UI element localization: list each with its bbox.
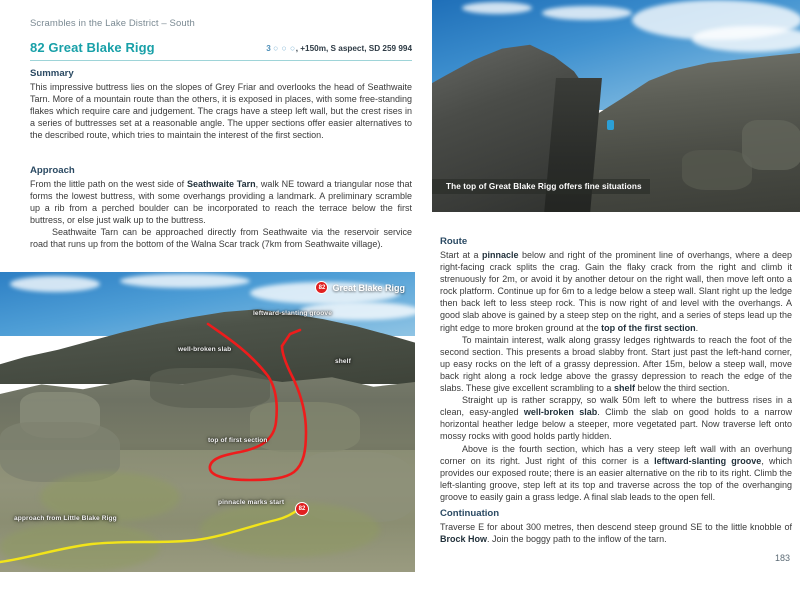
section-summary	[30, 68, 412, 141]
topo-title-block	[315, 281, 405, 294]
route-grade: 3	[266, 44, 271, 53]
route-p3-a: Straight up is rather scrappy, so walk 50m left to where the buttress rises in a clean, easy-angled	[440, 395, 792, 418]
route-p1-c: below and right of the prominent line of overhangs, where a deep right-facing crack splits the crag. Gain the flaky crack from the right and climb it strenuously for 2m, or avoid it by another detour on the right wall, then move left onto a rock platform. Continue up for 6m to a ledge below a steep wall. Slant right up the ledge then back left to less steep rock. This is now right of and level with the overhangs. A good slab above is gained by a steep step on the right, and a series of steps lead up the right edge to more broken ground at the	[440, 250, 792, 333]
place-seathwaite-tarn: Seathwaite Tarn	[186, 179, 256, 189]
section-approach	[30, 165, 412, 251]
section-route	[440, 236, 792, 503]
route-paragraph-3	[440, 394, 792, 442]
section-continuation	[440, 508, 792, 545]
title-divider	[30, 60, 412, 61]
section-heading-continuation: Continuation	[440, 508, 500, 519]
route-p1-e: .	[695, 322, 699, 333]
route-meta	[266, 43, 412, 53]
topo-label-shelf: shelf	[335, 358, 351, 365]
feature-pinnacle: pinnacle	[481, 250, 519, 260]
route-p4-c: , which provides our exposed route; there is an easier alternative on the rib to its right. Climb the left-slanting groove, step left at its top and traverse across the top of the overhanging groove to easily gain a grass ledge. A final slab leads to the open fell.	[440, 455, 793, 502]
running-head: Scrambles in the Lake District – South	[30, 18, 195, 29]
approach-text-a: From the little path on the west side of	[30, 179, 187, 189]
place-brock-how: Brock How	[440, 534, 488, 545]
topo-route-overlay	[0, 272, 415, 572]
topo-photo	[0, 272, 415, 572]
summary-paragraph: This impressive buttress lies on the slopes of Grey Friar and overlooks the head of Seathwaite Tarn. More of a mountain route than the others, it is exposed in places, with some free-standing flakes which require care and judgement. The crags have a steep left wall, but the crest rises in a series of buttresses set at a reasonable angle. The upper sections offer easier alternatives to the described route, which tries to maintain the interest of the first section.	[30, 82, 412, 141]
route-paragraph-1	[440, 249, 792, 334]
cont-a: Traverse E for about 300 metres, then descend steep ground SE to the little knobble of	[440, 522, 792, 532]
continuation-paragraph	[440, 521, 792, 545]
cloud	[542, 6, 632, 20]
route-p2-a: To maintain interest, walk along grassy ledges rightwards to reach the foot of the second section. This presents a broad slabby front. Start just past the left-hand corner, up easy rocks on the left of a grassy depression. After 15m, below a steep wall, move back right along a rock ledge above the grassy depression to reach the edge of the slabs. These give excellent scrambling to a	[440, 334, 792, 394]
cloud	[462, 2, 532, 14]
rock-mass	[742, 120, 800, 170]
hero-photo	[432, 0, 800, 212]
climber-figure	[607, 120, 614, 130]
feature-well-broken-slab: well-broken slab	[523, 407, 598, 418]
cloud	[692, 26, 800, 52]
feature-leftward-slanting-groove: leftward-slanting groove	[654, 455, 762, 466]
route-p2-c: below the third section.	[634, 383, 730, 394]
route-paragraph-4	[440, 443, 792, 503]
hero-photo-caption: The top of Great Blake Rigg offers fine situations	[432, 179, 650, 194]
approach-paragraph-2: Seathwaite Tarn can be approached directly from Seathwaite via the reservoir service road that runs up from the bottom of the Walna Scar track (7km from Seathwaite village).	[30, 227, 412, 250]
route-number-badge: 82	[315, 281, 328, 294]
route-p1-a: Start at a	[440, 250, 482, 260]
route-line-upper	[282, 330, 300, 346]
section-heading-summary: Summary	[30, 68, 74, 79]
section-heading-route: Route	[440, 236, 468, 247]
route-start-marker: 82	[295, 502, 309, 516]
topo-label-slab: well-broken slab	[178, 346, 232, 353]
route-title-row	[30, 40, 412, 62]
feature-shelf: shelf	[613, 383, 635, 394]
page-title: 82 Great Blake Rigg	[30, 40, 155, 55]
star-rating-icon: ○ ○ ○	[273, 43, 296, 53]
section-heading-approach: Approach	[30, 165, 75, 176]
feature-top-first-section: top of the first section	[601, 322, 696, 333]
topo-label-pinnacle-start: pinnacle marks start	[218, 499, 285, 506]
topo-label-groove: leftward-slanting groove	[253, 310, 332, 317]
approach-paragraph-1	[30, 178, 412, 226]
route-meta-text: , +150m, S aspect, SD 259 994	[295, 44, 412, 53]
approach-text-c: , walk NE toward a triangular nose that forms the lowest buttress, with some overhangs providing a landmark. A preliminary scramble up a rib from a perched boulder can be incorporated to reach the terrace below the first buttress, or else just walk up to the buttress.	[30, 179, 413, 226]
topo-label-top-first-section: top of first section	[208, 437, 268, 444]
route-p4-a: Above is the fourth section, which has a very steep left wall with an overhung corner on its right. Just right of this corner is a	[440, 443, 792, 466]
right-column	[432, 0, 800, 593]
topo-title-label: Great Blake Rigg	[332, 282, 405, 293]
cont-c: . Join the boggy path to the inflow of the tarn.	[487, 534, 667, 545]
route-paragraph-2	[440, 334, 792, 394]
topo-label-approach: approach from Little Blake Rigg	[14, 515, 117, 522]
route-p3-c: . Climb the slab on good holds to a narrow horizontal heather ledge below a steeper, more vegetated part. Now traverse left onto mossy rocks with good holds partly hidden.	[440, 407, 792, 442]
page-number: 183	[774, 553, 790, 563]
